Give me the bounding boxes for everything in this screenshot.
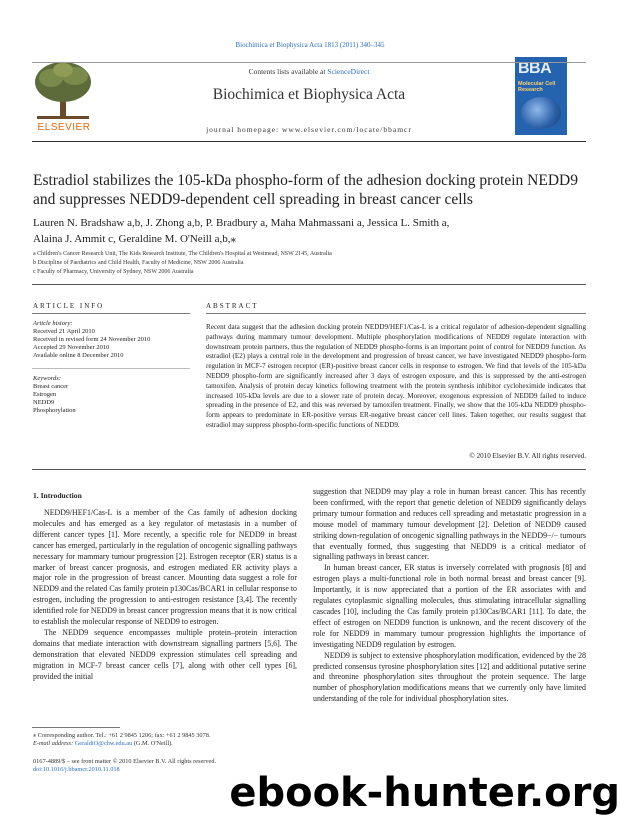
intro-right-column <box>313 487 586 705</box>
article-info-heading: ARTICLE INFO <box>33 302 105 310</box>
journal-citation[interactable]: Biochimica et Biophysica Acta 1813 (2011) 340–345 <box>235 41 385 49</box>
doi-link[interactable]: doi:10.1016/j.bbamcr.2010.11.018 <box>33 766 120 774</box>
history-revised: Received in revised form 24 November 2010 <box>33 336 151 343</box>
contents-available-line <box>110 67 508 76</box>
keyword: NEDD9 <box>33 399 55 406</box>
history-online: Available online 8 December 2010 <box>33 352 124 359</box>
history-received: Received 21 April 2010 <box>33 328 95 335</box>
publisher-wordmark: ELSEVIER <box>37 122 91 133</box>
intro-paragraph: The NEDD9 sequence encompasses multiple protein–protein interaction domains that mediate interaction with downstream signalling partners [5,6]. The demonstration that elevated NEDD9 expression stimulates cell spreading and migration in MCF-7 breast cancer cells [7], along with other cell types [6], provided the initial <box>33 627 297 681</box>
article-history <box>33 320 193 360</box>
authors-line-1: Lauren N. Bradshaw a,b, J. Zhong a,b, P. Bradbury a, Maha Mahmassani a, Jessica L. Smith a, <box>33 217 450 229</box>
abstract-bottom-rule <box>32 469 586 470</box>
affiliation-b: b Discipline of Paediatrics and Child Health, Faculty of Medicine, NSW 2006 Australia <box>33 260 244 266</box>
watermark-text: ebook-hunter.org <box>229 770 620 816</box>
sciencedirect-link[interactable]: ScienceDirect <box>327 67 370 76</box>
contents-prefix: Contents lists available at <box>248 67 326 76</box>
cover-subtitle: Molecular Cell Research <box>518 81 556 93</box>
journal-homepage-link[interactable]: journal homepage: www.elsevier.com/locate/bbamcr <box>206 125 412 134</box>
affiliation-c: c Faculty of Pharmacy, University of Sydney, NSW 2006 Australia <box>33 269 194 275</box>
keyword: Breast cancer <box>33 383 69 390</box>
article-title: Estradiol stabilizes the 105-kDa phospho-form of the adhesion docking protein NEDD9 and suppresses NEDD9-dependent cell spreading in breast cancer cells <box>33 172 578 208</box>
email-suffix: (G.M. O'Neill). <box>133 740 173 747</box>
email-label: E-mail address: <box>33 740 74 747</box>
footnote-rule <box>32 727 120 728</box>
keywords-block <box>33 375 193 415</box>
intro-paragraph: suggestion that NEDD9 may play a role in human breast cancer. This has recently been confirmed, with the report that genetic deletion of NEDD9 significantly delays primary tumour formation and reduces cell spreading and metastatic progression in a mouse model of mammary tumour development [2]. Deletion of NEDD9 caused striking down-regulation of oncogenic signalling pathways in the NEDD9−/− tumours that eventually formed, thus suggesting that NEDD9 is a critical mediator of signalling pathways in breast cancer. <box>313 487 586 562</box>
elsevier-tree-logo <box>31 58 95 122</box>
section-heading-introduction: 1. Introduction <box>33 491 82 500</box>
affiliation-a: a Children's Cancer Research Unit, The Kids Research Institute, The Children's Hospital at Westmead, NSW 2145, Australia <box>33 251 332 257</box>
intro-paragraph: NEDD9/HEF1/Cas-L is a member of the Cas family of adhesion docking molecules and has emerged as a key regulator of metastasis in a number of different cancer types [1]. More recently, a specific role for NEDD9 in breast cancer has emerged, particularly in the regulation of oncogenic signalling pathways necessary for mammary tumour progression [2]. Estrogen receptor (ER) status is a marker of breast cancer prognosis, and estrogen mediated ER activity plays a major role in the progression of breast cancer. Mounting data suggest a role for NEDD9 and the related Cas family protein p130Cas/BCAR1 in cellular response to estrogen, including the progression to anti-estrogen resistance [3,4]. The recently identified role for NEDD9 in breast cancer progression means that it is now critical to establish the molecular response of NEDD9 to estrogen. <box>33 508 297 627</box>
affiliations-rule <box>32 284 586 285</box>
abstract-text: Recent data suggest that the adhesion docking protein NEDD9/HEF1/Cas-L is a critical regulator of adhesion-dependent signalling pathways during mammary tumour development. Multiple phosphorylation modifications of NEDD9 regulate interaction with downstream protein partners, thus the regulation of NEDD9 phospho-forms is an important point of control for NEDD9 function. As estradiol (E2) plays a central role in the development and progression of breast cancer, we have investigated NEDD9 phospho-form regulation in MCF-7 estrogen receptor (ER)-positive breast cancer cells in response to estrogen. We find that levels of the 105-kDa NEDD9 phospho-form are significantly increased after 3 days of estrogen exposure, and this is suppressed by the anti-estrogen tamoxifen. Analysis of protein decay kinetics following treatment with the protein synthesis inhibitor cycloheximide indicates that increased 105-kDa levels are due to a slower rate of protein decay. Moreover, exogenous expression of NEDD9 failed to induce spreading in the presence of E2, and this was reversed by tamoxifen treatment. Finally, we show that the 105-kDa NEDD9 phospho-form appears to predominate in ER-positive versus ER-negative breast cancer cell lines. Taken together, our results suggest that estradiol may suppress phospho-form-specific functions of NEDD9. <box>206 323 586 429</box>
cover-title: BBA <box>518 60 552 77</box>
history-accepted: Accepted 29 November 2010 <box>33 344 110 351</box>
keywords-label: Keywords: <box>33 375 61 382</box>
email-line <box>33 740 303 748</box>
abstract-heading: ABSTRACT <box>206 302 259 310</box>
intro-left-column <box>33 508 297 683</box>
journal-name: Biochimica et Biophysica Acta <box>212 86 406 103</box>
author-list <box>33 215 588 247</box>
issn-line: 0167-4889/$ – see front matter © 2010 Elsevier B.V. All rights reserved. <box>33 758 217 765</box>
history-label: Article history: <box>33 320 73 327</box>
footnote <box>33 732 303 748</box>
email-link[interactable]: GeraldiO@chw.edu.au <box>74 740 133 747</box>
abstract-rule <box>206 313 586 314</box>
corresponding-author-note: ⁎ Corresponding author. Tel.: +61 2 9845 1206; fax: +61 2 9845 3078. <box>33 732 211 739</box>
abstract-copyright: © 2010 Elsevier B.V. All rights reserved. <box>469 452 586 460</box>
cover-cell-illustration <box>521 97 561 129</box>
header-top-rule <box>32 62 586 63</box>
keyword: Estrogen <box>33 391 57 398</box>
intro-paragraph: In human breast cancer, ER status is inversely correlated with prognosis [8] and estrogen plays a multi-functional role in both normal breast and breast cancer [9]. Importantly, it is now appreciated that a portion of the ER associates with and regulates cytoplasmic signalling molecules, thus stimulating intracellular signalling cascades [10], including the Cas family protein p130Cas/BCAR1 [11]. To date, the effect of estrogen on NEDD9 function is unknown, and the recent discovery of the role for NEDD9 in mammary tumour progression highlights the importance of investigating NEDD9 regulation by estrogen. <box>313 563 586 649</box>
keywords-rule <box>32 368 190 369</box>
authors-line-2: Alaina J. Ammit c, Geraldine M. O'Neill a,b,⁎ <box>33 233 236 245</box>
intro-paragraph: NEDD9 is subject to extensive phosphorylation modification, evidenced by the 28 predicted consensus tyrosine phosphorylation sites [12] and additional putative serine and threonine phosphorylation sites throughout the protein sequence. The large number of phosphorylation modifications means that we currently only have limited understanding of the role for individual phosphorylation sites. <box>313 650 586 704</box>
article-info-rule <box>32 313 190 314</box>
header-bottom-rule <box>32 141 586 142</box>
keyword: Phosphorylation <box>33 407 76 414</box>
journal-cover-image <box>515 57 567 135</box>
